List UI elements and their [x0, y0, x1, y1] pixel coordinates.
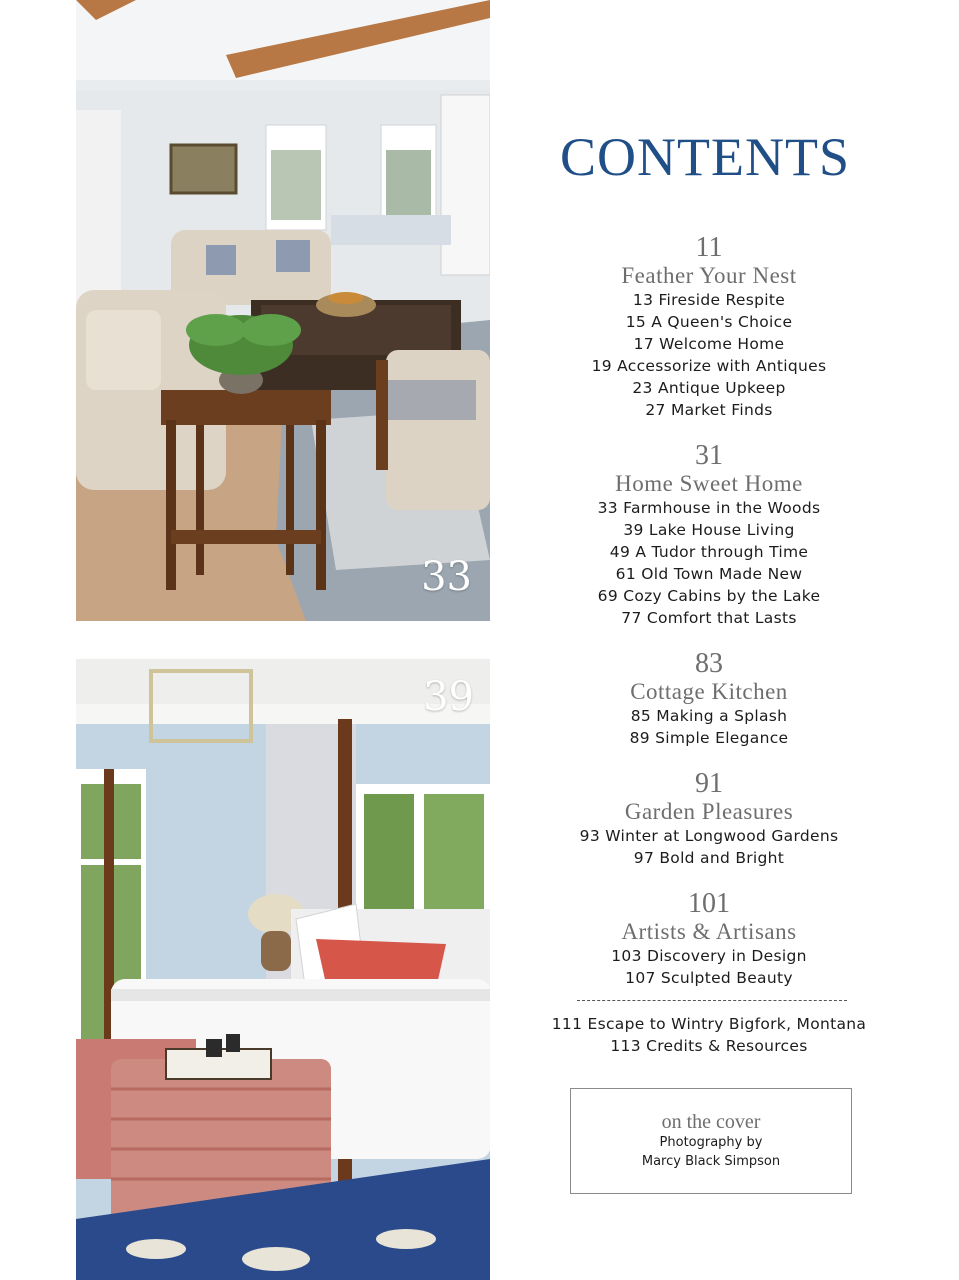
section-title[interactable]: Feather Your Nest	[621, 263, 797, 288]
toc-item[interactable]: 61 Old Town Made New	[615, 565, 803, 583]
toc-item[interactable]: 97 Bold and Bright	[633, 849, 785, 867]
section-title[interactable]: Home Sweet Home	[615, 471, 803, 496]
section-page-number[interactable]: 91	[695, 768, 723, 799]
dashed-divider	[577, 1000, 847, 1001]
section-page-number[interactable]: 83	[695, 648, 723, 679]
toc-section-garden-pleasures	[530, 769, 888, 869]
section-page-number[interactable]: 31	[695, 440, 723, 471]
toc-item[interactable]: 17 Welcome Home	[633, 335, 785, 353]
toc-item[interactable]: 33 Farmhouse in the Woods	[597, 499, 821, 517]
toc-item[interactable]: 39 Lake House Living	[623, 521, 795, 539]
toc-section-cottage-kitchen	[530, 649, 888, 749]
toc-item[interactable]: 107 Sculpted Beauty	[625, 969, 793, 987]
toc-item[interactable]: 113 Credits & Resources	[610, 1037, 808, 1055]
bedroom-photo	[76, 659, 490, 1280]
toc-item[interactable]: 49 A Tudor through Time	[609, 543, 809, 561]
toc-item[interactable]: 103 Discovery in Design	[611, 947, 807, 965]
toc-item[interactable]: 89 Simple Elegance	[629, 729, 789, 747]
section-title[interactable]: Cottage Kitchen	[630, 679, 788, 704]
toc-section-feather-your-nest	[530, 233, 888, 421]
living-room-illustration	[76, 0, 490, 621]
cover-credit-box	[570, 1088, 852, 1194]
section-title[interactable]: Artists & Artisans	[621, 919, 797, 944]
toc-item[interactable]: 19 Accessorize with Antiques	[591, 357, 827, 375]
toc-item[interactable]: 15 A Queen's Choice	[625, 313, 793, 331]
cover-credit-title: on the cover	[661, 1111, 761, 1133]
toc-item[interactable]: 111 Escape to Wintry Bigfork, Montana	[551, 1015, 867, 1033]
cover-credit-line: Photography by	[659, 1135, 763, 1150]
section-page-number[interactable]: 11	[695, 232, 723, 263]
page-number-33-label[interactable]: 33	[421, 554, 472, 600]
toc-item[interactable]: 85 Making a Splash	[630, 707, 788, 725]
section-page-number[interactable]: 101	[688, 888, 730, 919]
page-number-39-label[interactable]: 39	[423, 674, 474, 720]
toc-item[interactable]: 93 Winter at Longwood Gardens	[579, 827, 839, 845]
contents-heading: CONTENTS	[560, 127, 850, 187]
living-room-photo	[76, 0, 490, 621]
toc-item[interactable]: 69 Cozy Cabins by the Lake	[597, 587, 821, 605]
section-title[interactable]: Garden Pleasures	[624, 799, 794, 824]
toc-section-home-sweet-home	[530, 441, 888, 629]
photographer-name: Marcy Black Simpson	[641, 1154, 781, 1169]
toc-section-artists-artisans	[530, 889, 888, 989]
toc-item[interactable]: 77 Comfort that Lasts	[621, 609, 797, 627]
bedroom-illustration	[76, 659, 490, 1280]
toc-item[interactable]: 13 Fireside Respite	[632, 291, 786, 309]
toc-item[interactable]: 27 Market Finds	[645, 401, 773, 419]
toc-item[interactable]: 23 Antique Upkeep	[632, 379, 786, 397]
toc-extras	[530, 1013, 888, 1057]
